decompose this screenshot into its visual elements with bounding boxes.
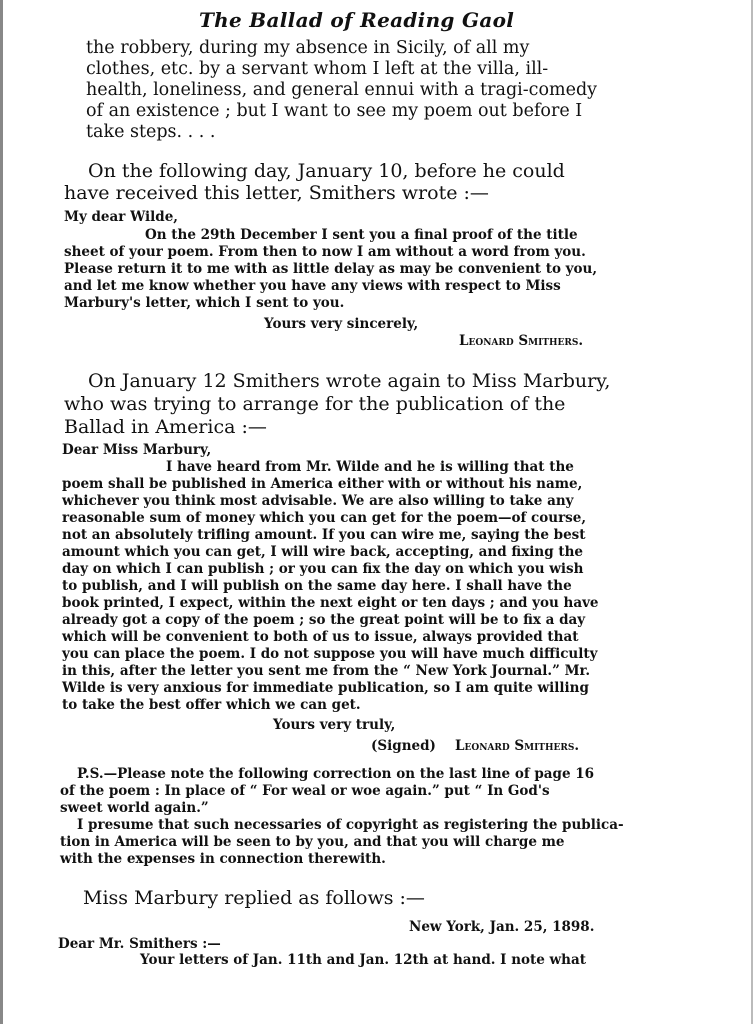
para1-line-5: take steps. . . . [86, 122, 216, 142]
letter2-body-line-15: to take the best offer which we can get. [62, 697, 361, 713]
letter2-closing: Yours very truly, [273, 717, 396, 733]
para1-line-2: clothes, etc. by a servant whom I left at the villa, ill- [86, 59, 549, 79]
letter1-body-line-1: On the 29th December I sent you a final proof of the title [145, 227, 578, 243]
letter2-body-line-2: poem shall be published in America either with or without his name, [62, 476, 583, 492]
postscript-line-6: with the expenses in connection therewith. [60, 851, 386, 867]
letter2-signed: (Signed) [371, 738, 436, 754]
letter2-body-line-6: amount which you can get, I will wire back, accepting, and fixing the [62, 544, 583, 560]
letter1-body-line-2: sheet of your poem. From then to now I am without a word from you. [64, 244, 586, 260]
letter2-body-line-13: in this, after the letter you sent me from the “ New York Journal.” Mr. [62, 663, 591, 679]
letter2-body-line-1: I have heard from Mr. Wilde and he is willing that the [166, 459, 574, 475]
letter1-signature: Leonard Smithers. [459, 333, 584, 349]
letter3-dateline: New York, Jan. 25, 1898. [409, 919, 595, 935]
letter2-body-line-12: you can place the poem. I do not suppose you will have much difficulty [62, 646, 598, 662]
letter1-closing: Yours very sincerely, [264, 316, 419, 332]
postscript-line-2: of the poem : In place of “ For weal or woe again.” put “ In God's [60, 783, 550, 799]
letter2-body-line-4: reasonable sum of money which you can get for the poem—of course, [62, 510, 587, 526]
letter2-salutation: Dear Miss Marbury, [62, 442, 212, 458]
para3-line-2: who was trying to arrange for the publication of the [64, 393, 566, 415]
para1-line-1: the robbery, during my absence in Sicily, of all my [86, 38, 530, 58]
para3-line-1: On January 12 Smithers wrote again to Miss Marbury, [88, 370, 611, 392]
letter2-body-line-10: already got a copy of the poem ; so the great point will be to fix a day [62, 612, 586, 628]
letter2-body-line-11: which will be convenient to both of us to issue, always provided that [62, 629, 579, 645]
letter2-body-line-7: day on which I can publish ; or you can fix the day on which you wish [62, 561, 584, 577]
letter1-body-line-3: Please return it to me with as little delay as may be convenient to you, [64, 261, 598, 277]
para2-line-1: On the following day, January 10, before he could [88, 160, 565, 182]
letter2-body-line-3: whichever you think most advisable. We are also willing to take any [62, 493, 574, 509]
letter3-salutation: Dear Mr. Smithers :— [58, 936, 221, 952]
letter1-salutation: My dear Wilde, [64, 209, 178, 225]
letter1-body-line-5: Marbury's letter, which I sent to you. [64, 295, 345, 311]
para1-line-3: health, loneliness, and general ennui with a tragi-comedy [86, 80, 598, 100]
para2-line-2: have received this letter, Smithers wrote :— [64, 182, 489, 204]
postscript-line-1: P.S.—Please note the following correction on the last line of page 16 [77, 766, 595, 782]
para3-line-3: Ballad in America :— [64, 416, 267, 438]
letter3-body-line-1: Your letters of Jan. 11th and Jan. 12th at hand. I note what [140, 952, 586, 968]
letter2-signature: Leonard Smithers. [455, 738, 580, 754]
postscript-line-4: I presume that such necessaries of copyright as registering the publica- [77, 817, 624, 833]
running-head: The Ballad of Reading Gaol [199, 8, 515, 32]
letter2-body-line-14: Wilde is very anxious for immediate publication, so I am quite willing [62, 680, 589, 696]
letter1-body-line-4: and let me know whether you have any views with respect to Miss [64, 278, 561, 294]
letter2-body-line-5: not an absolutely trifling amount. If you can wire me, saying the best [62, 527, 586, 543]
para1-line-4: of an existence ; but I want to see my poem out before I [86, 101, 583, 121]
para4: Miss Marbury replied as follows :— [83, 887, 425, 909]
page-left-edge [0, 0, 3, 1024]
postscript-line-3: sweet world again.” [60, 800, 209, 816]
postscript-line-5: tion in America will be seen to by you, and that you will charge me [60, 834, 565, 850]
letter2-body-line-8: to publish, and I will publish on the same day here. I shall have the [62, 578, 572, 594]
letter2-body-line-9: book printed, I expect, within the next eight or ten days ; and you have [62, 595, 599, 611]
